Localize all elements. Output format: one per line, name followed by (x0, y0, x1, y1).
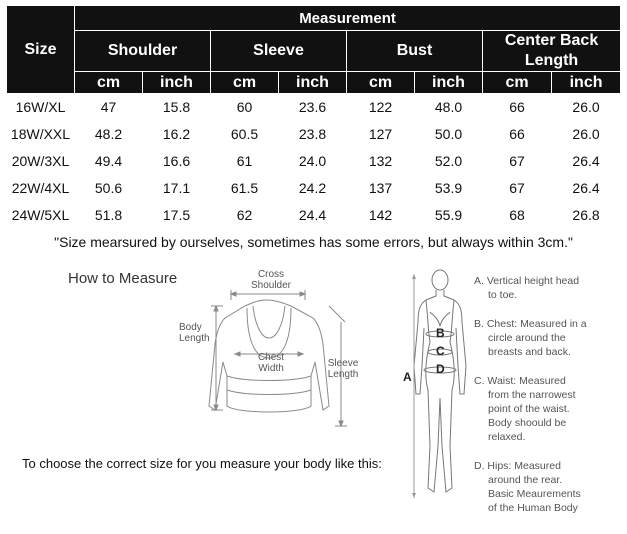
table-row (7, 175, 621, 202)
legend-item-height: A. Vertical height head to toe. (474, 275, 580, 301)
table-cell: 24.4 (279, 202, 347, 229)
table-cell: 47 (75, 94, 143, 121)
figure-letter-d: D (436, 362, 445, 376)
size-cell: 16W/XL (7, 94, 75, 121)
table-cell: 60 (211, 94, 279, 121)
bust-header: Bust (347, 31, 483, 72)
garment-diagram (175, 266, 375, 436)
table-cell: 17.1 (143, 175, 211, 202)
unit-header: inch (415, 72, 483, 94)
size-header: Size (7, 6, 75, 94)
table-cell: 17.5 (143, 202, 211, 229)
unit-header: cm (211, 72, 279, 94)
sleeve-header: Sleeve (211, 31, 347, 72)
unit-header: inch (552, 72, 621, 94)
measurement-legend (474, 274, 624, 521)
unit-header: cm (483, 72, 552, 94)
table-cell: 23.6 (279, 94, 347, 121)
table-cell: 15.8 (143, 94, 211, 121)
table-cell: 26.0 (552, 94, 621, 121)
table-cell: 16.2 (143, 121, 211, 148)
table-cell: 49.4 (75, 148, 143, 175)
table-cell: 68 (483, 202, 552, 229)
table-cell: 122 (347, 94, 415, 121)
table-cell: 24.2 (279, 175, 347, 202)
table-cell: 50.0 (415, 121, 483, 148)
chest-width-label: Chest Width (257, 352, 285, 374)
table-cell: 26.4 (552, 148, 621, 175)
table-cell: 62 (211, 202, 279, 229)
table-cell: 24.0 (279, 148, 347, 175)
size-cell: 20W/3XL (7, 148, 75, 175)
table-cell: 51.8 (75, 202, 143, 229)
table-cell: 48.0 (415, 94, 483, 121)
table-cell: 137 (347, 175, 415, 202)
figure-letter-a: A (403, 370, 412, 384)
body-figure-diagram (400, 266, 472, 504)
table-row (7, 202, 621, 229)
center-back-length-header: Center Back Length (483, 31, 621, 72)
table-cell: 23.8 (279, 121, 347, 148)
measurement-header: Measurement (75, 6, 621, 31)
size-chart-table (6, 5, 621, 256)
table-cell: 60.5 (211, 121, 279, 148)
size-cell: 24W/5XL (7, 202, 75, 229)
table-cell: 26.4 (552, 175, 621, 202)
table-note: "Size mearsured by ourselves, sometimes has some errors, but always within 3cm." (7, 229, 621, 256)
human-body-icon (400, 266, 472, 504)
table-cell: 66 (483, 121, 552, 148)
unit-header: inch (279, 72, 347, 94)
table-cell: 67 (483, 175, 552, 202)
body-length-label: Body Length (179, 322, 210, 344)
table-cell: 61.5 (211, 175, 279, 202)
table-cell: 132 (347, 148, 415, 175)
table-cell: 66 (483, 94, 552, 121)
table-note-row (7, 229, 621, 256)
legend-item-waist: C. Waist: Measured from the narrowest point of the waist. Body shoould be relaxed. (474, 375, 576, 443)
table-cell: 142 (347, 202, 415, 229)
table-cell: 67 (483, 148, 552, 175)
cross-shoulder-label: Cross Shoulder (250, 269, 292, 291)
table-cell: 50.6 (75, 175, 143, 202)
table-cell: 26.0 (552, 121, 621, 148)
legend-item-hips: D. Hips: Measured around the rear. Basic Meaurements of the Human Body (474, 460, 581, 514)
table-row (7, 148, 621, 175)
table-cell: 52.0 (415, 148, 483, 175)
table-row (7, 121, 621, 148)
legend-item-chest: B. Chest: Measured in a circle around the breasts and back. (474, 318, 587, 358)
figure-letter-c: C (436, 344, 445, 358)
table-cell: 16.6 (143, 148, 211, 175)
how-to-measure-title: How to Measure (68, 270, 178, 287)
sleeve-length-label: Sleeve Length (327, 358, 359, 380)
unit-header: cm (75, 72, 143, 94)
sweater-outline-icon (175, 266, 375, 436)
size-cell: 22W/4XL (7, 175, 75, 202)
table-cell: 53.9 (415, 175, 483, 202)
figure-letter-b: B (436, 326, 445, 340)
table-row (7, 94, 621, 121)
table-cell: 127 (347, 121, 415, 148)
unit-header: inch (143, 72, 211, 94)
choose-size-instruction: To choose the correct size for you measure your body like this: (22, 456, 382, 471)
shoulder-header: Shoulder (75, 31, 211, 72)
table-cell: 61 (211, 148, 279, 175)
table-cell: 55.9 (415, 202, 483, 229)
table-cell: 48.2 (75, 121, 143, 148)
table-cell: 26.8 (552, 202, 621, 229)
size-cell: 18W/XXL (7, 121, 75, 148)
unit-header: cm (347, 72, 415, 94)
